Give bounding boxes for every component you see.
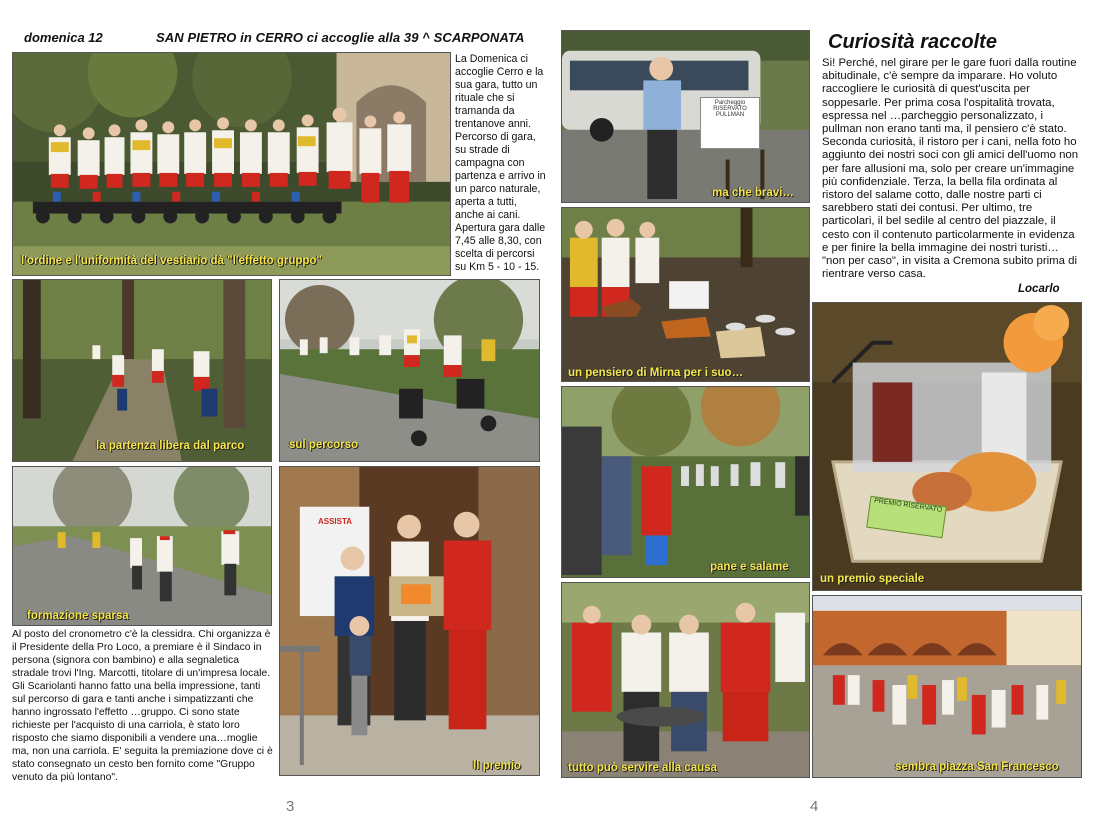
bench-rest-photo — [561, 582, 810, 778]
report-body-text: Al posto del cronometro c'è la clessidra. Chi organizza è il Presidente della Pro Loco, a premiare è il Sindaco in persona (signora con bambino) e alla segnaletica stradale trovi l'Ing. Marcotti, titolare di un'impresa locale. Gli Scariolanti hanno fatto una bella impressione, tanti sul percorso di gara e tanti anche i simpatizzanti che hanno ingrossato l'effetto …gruppo. Ci sono state richieste per l'acquisto di una carriola, è stato loro risposto che siamo disponibili a vendere una…moglie ma, non una carriola. E' seguita la premiazione dove ci è stato consegnato un cesto ben fornito come "Gruppo venuto da più lontano". — [12, 629, 273, 783]
park-start-photo — [12, 279, 272, 462]
prize-basket-photo — [812, 302, 1082, 591]
caption-basket: un premio speciale — [820, 573, 925, 585]
page-number-right: 4 — [810, 798, 819, 815]
scattered-formation-photo — [12, 466, 272, 626]
curiosity-text: Si! Perché, nel girare per le gare fuori dalla routine abitudinale, c'è sempre da imparare. Ho voluto raccogliere le curiosità di quest'uscita per soppesarle. Per prima cosa l'ospitalità trovata, espressa nel …parcheggio personalizzato, i pullman non erano tanti ma, il pensiero c'è stato. Seconda curiosità, il ristoro per i cani, nella foto ho aggiunto dei nostri soci con gli amici dell'uomo non per fare allusioni ma, solo per creare un'immagine più confidenziale. Terza, la bella fila ordinata al ristoro del salame cotto, dalle nostre parti ci sarebbero stati dei contusi. Per ultimo, tre particolari, il bel sedile al centro del piazzale, il cesto con il contenuto particolarmente in evidenza e per finire la bella immagine dei nostri turisti… "non per caso", in visita a Cremona subito prima di rientrare verso casa. — [822, 57, 1079, 281]
reserved-parking-sign: Parcheggio RISERVATO PULLMAN — [700, 97, 760, 149]
caption-group-photo: l'ordine e l'uniformità del vestiario dà "l'effetto gruppo" — [21, 255, 322, 267]
intro-side-text: La Domenica ci accoglie Cerro e la sua gara, tutto un rituale che si tramanda da trentanove anni. Percorso di gara, su strade di campagna con partenza e arrivo in un parco naturale, aperta a tutti, anche ai cani. Apertura gara dalle 7,45 alle 8,30, con scelta di percorsi su Km 5 - 10 - 15. — [455, 53, 546, 273]
page-number-left: 3 — [286, 798, 295, 815]
caption-prize: Il premio — [473, 760, 521, 772]
caption-dogs: un pensiero di Mirna per i suo… — [568, 367, 744, 379]
author-signature: Locarlo — [1018, 283, 1060, 295]
bus-parking-photo — [561, 30, 810, 203]
assista-sign: ASSISTA — [317, 517, 353, 526]
caption-scattered: formazione sparsa — [27, 610, 129, 622]
caption-bench: tutto può servire alla causa — [568, 762, 717, 774]
caption-queue: pane e salame — [710, 561, 789, 573]
caption-on-route: sul percorso — [289, 439, 359, 451]
reserved-prize-tag: PREMIO RISERVATO — [866, 496, 947, 538]
bread-salami-queue-photo — [561, 386, 810, 578]
caption-park-start: la partenza libera dal parco — [96, 440, 245, 452]
prize-ceremony-photo — [279, 466, 540, 776]
on-route-photo — [279, 279, 540, 462]
curiosity-title: Curiosità raccolte — [828, 31, 997, 53]
header-date: domenica 12 — [24, 30, 103, 45]
group-photo — [12, 52, 451, 276]
dog-refreshment-photo — [561, 207, 810, 382]
caption-piazza: sembra piazza San Francesco — [895, 761, 1059, 773]
piazza-photo — [812, 595, 1082, 778]
caption-bus: ma che bravi… — [712, 187, 794, 199]
header-title: SAN PIETRO in CERRO ci accoglie alla 39 ^ SCARPONATA — [156, 30, 525, 45]
